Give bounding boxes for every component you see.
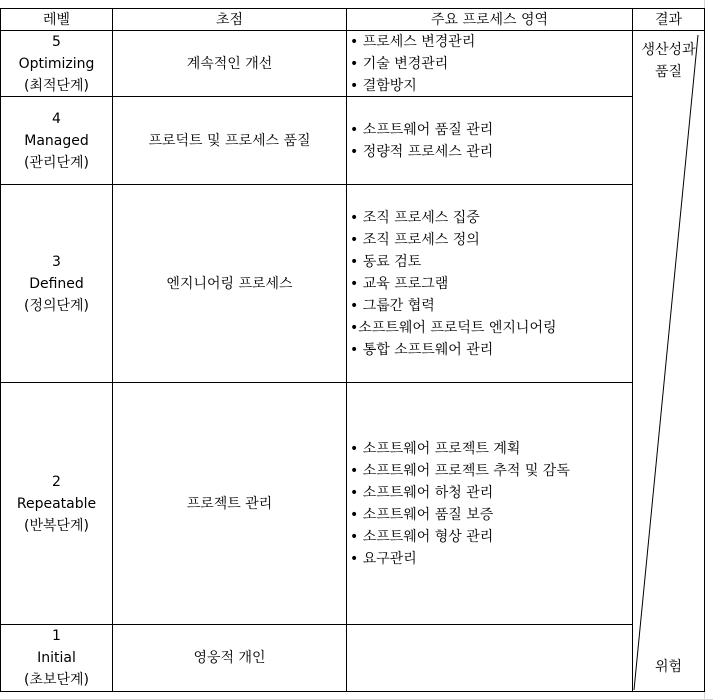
level-name-en: Repeatable — [16, 495, 97, 512]
level-cell-4 — [1, 97, 112, 184]
process-area-item: • 그룹간 협력 — [350, 297, 435, 314]
focus-text: 엔지니어링 프로세스 — [166, 275, 293, 292]
header-process-areas: 주요 프로세스 영역 — [430, 12, 549, 28]
focus-text: 영웅적 개인 — [193, 650, 266, 666]
level-number: 2 — [52, 473, 61, 490]
result-top-line: 생산성과 — [641, 42, 696, 58]
process-area-item: • 조직 프로세스 집중 — [350, 209, 480, 226]
result-top-label — [633, 39, 704, 85]
process-area-item: • 소프트웨어 품질 보증 — [350, 506, 494, 523]
level-cell-1 — [1, 625, 112, 691]
result-bottom-label: 위험 — [654, 659, 683, 675]
process-area-item: • 조직 프로세스 정의 — [350, 231, 480, 248]
focus-cell-3 — [113, 185, 346, 382]
process-area-item: • 소프트웨어 형상 관리 — [350, 528, 494, 545]
areas-cell-3 — [347, 185, 632, 382]
areas-cell-4 — [347, 97, 632, 184]
process-area-item: •소프트웨어 프로덕트 엔지니어링 — [350, 319, 557, 336]
level-number: 4 — [52, 110, 61, 127]
result-top-line: 품질 — [654, 64, 683, 80]
level-name-en: Optimizing — [18, 55, 95, 72]
process-area-item: • 정량적 프로세스 관리 — [350, 143, 494, 160]
areas-cell-5 — [347, 31, 632, 96]
process-area-item: • 동료 검토 — [350, 253, 422, 270]
areas-cell-1 — [347, 625, 632, 691]
header-focus: 초점 — [215, 12, 244, 28]
level-name-en: Managed — [24, 132, 89, 149]
focus-cell-4 — [113, 97, 346, 184]
areas-cell-2 — [347, 383, 632, 624]
process-area-item: • 소프트웨어 품질 관리 — [350, 121, 494, 138]
result-diagonal — [634, 35, 698, 690]
process-area-item: • 소프트웨어 프로젝트 계획 — [350, 440, 521, 457]
focus-text: 프로덕트 및 프로세스 품질 — [148, 132, 311, 149]
process-area-item: • 프로세스 변경관리 — [350, 33, 476, 50]
level-cell-3 — [1, 185, 112, 382]
focus-text: 계속적인 개선 — [186, 55, 273, 72]
process-area-item: • 소프트웨어 프로젝트 추적 및 감독 — [350, 462, 570, 479]
process-area-item: • 요구관리 — [350, 550, 417, 567]
level-number: 1 — [52, 628, 61, 644]
level-number: 5 — [52, 33, 61, 50]
focus-cell-5 — [113, 31, 346, 96]
level-cell-2 — [1, 383, 112, 624]
process-area-item: • 통합 소프트웨어 관리 — [350, 341, 494, 358]
level-name-ko: (정의단계) — [23, 297, 90, 314]
focus-cell-1 — [113, 625, 346, 691]
process-area-item: • 기술 변경관리 — [350, 55, 449, 72]
process-area-item: • 결함방지 — [350, 77, 417, 94]
level-name-ko: (반복단계) — [23, 517, 90, 534]
focus-cell-2 — [113, 383, 346, 624]
level-name-en: Defined — [29, 275, 84, 292]
level-name-en: Initial — [37, 650, 76, 666]
header-result: 결과 — [654, 12, 683, 28]
header-level: 레벨 — [42, 12, 71, 28]
focus-text: 프로젝트 관리 — [186, 495, 273, 512]
level-name-ko: (관리단계) — [23, 154, 90, 171]
level-number: 3 — [52, 253, 61, 270]
level-name-ko: (초보단계) — [23, 672, 90, 688]
process-area-item: • 소프트웨어 하청 관리 — [350, 484, 494, 501]
level-cell-5 — [1, 31, 112, 96]
level-name-ko: (최적단계) — [23, 77, 90, 94]
process-area-item: • 교육 프로그램 — [350, 275, 449, 292]
